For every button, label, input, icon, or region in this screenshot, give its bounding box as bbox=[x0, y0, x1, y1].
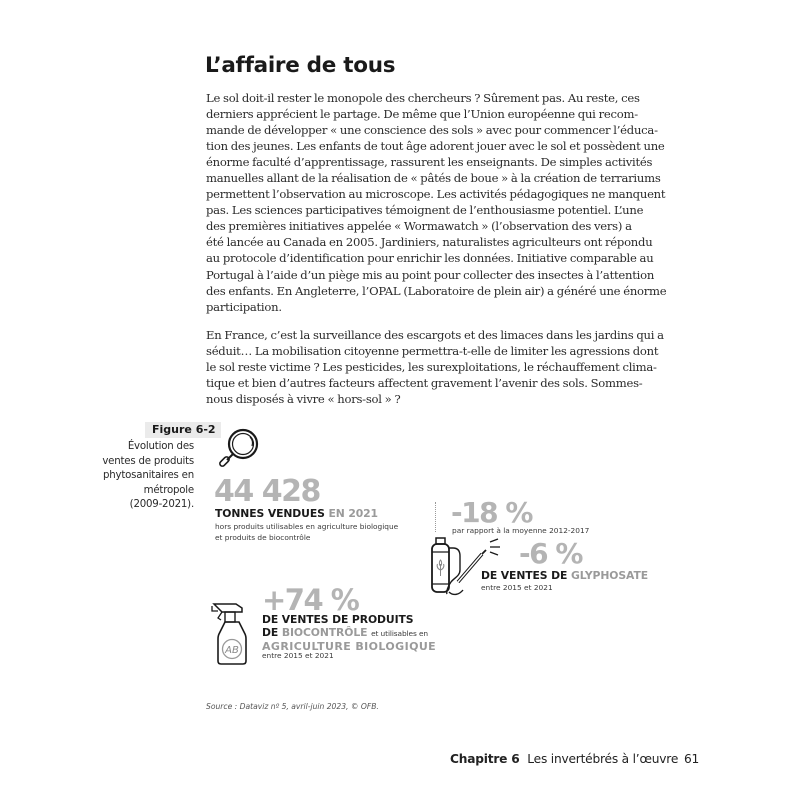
caption-line: Évolution des bbox=[127, 441, 194, 452]
heading-bold: DE VENTES DE bbox=[481, 569, 568, 582]
section-title: L’affaire de tous bbox=[205, 53, 396, 78]
chapter-title: Les invertébrés à l’œuvre bbox=[527, 752, 679, 766]
heading-small: et utilisables en bbox=[371, 629, 429, 638]
text-line: été lancée au Canada en 2005. Jardiniers, naturalistes agriculteurs ont répondu bbox=[206, 235, 653, 250]
heading-line bbox=[262, 626, 436, 640]
text-line: nous disposés à vivre « hors-sol » ? bbox=[206, 392, 401, 407]
heading-highlight: BIOCONTRÔLE bbox=[281, 626, 368, 639]
page-number: 61 bbox=[684, 752, 700, 766]
text-line: permettent l’observation au microscope. Les activités pédagogiques ne manquent bbox=[206, 187, 666, 202]
chapter-label: Chapitre 6 bbox=[450, 752, 520, 766]
note-line: hors produits utilisables en agriculture biologique bbox=[215, 522, 399, 531]
text-line: tique et bien d’autres facteurs affectent gravement l’avenir des sols. Sommes- bbox=[206, 376, 643, 391]
stat-tonnes-note bbox=[215, 522, 398, 543]
text-line: énorme faculté d’apprentissage, rassurent les enseignants. De simples activités bbox=[206, 155, 653, 170]
caption-line: phytosanitaires en bbox=[103, 470, 194, 482]
stat-tonnes-heading bbox=[215, 507, 378, 520]
stat-tonnes-value: 44 428 bbox=[214, 474, 320, 509]
heading-line: DE VENTES DE PRODUITS bbox=[262, 613, 414, 626]
heading-bold: DE bbox=[262, 626, 279, 639]
stat-change-value: -18 % bbox=[451, 496, 532, 529]
text-line: pas. Les sciences participatives témoignent de l’enthousiasme potentiel. L’une bbox=[206, 203, 644, 218]
stat-biocontrol-heading bbox=[262, 613, 436, 653]
heading-highlight: GLYPHOSATE bbox=[570, 569, 648, 582]
text-line: participation. bbox=[206, 299, 282, 314]
note-line: et produits de biocontrôle bbox=[215, 532, 311, 542]
text-line: mande de développer « une conscience des sols » avec pour commencer l’éduca- bbox=[206, 123, 658, 138]
heading-highlight-line: AGRICULTURE BIOLOGIQUE bbox=[262, 640, 437, 653]
stat-biocontrol-value: +74 % bbox=[262, 583, 359, 617]
spray-bottle-ab-icon bbox=[210, 600, 254, 665]
text-line: Portugal à l’aide d’un piège mis au point pour collecter des insectes à l’attention bbox=[206, 267, 655, 282]
heading-highlight: EN 2021 bbox=[328, 507, 378, 520]
stat-glyphosate-note: entre 2015 et 2021 bbox=[481, 583, 553, 592]
text-line: manuelles allant de la réalisation de « pâtés de boue » à la création de terrariums bbox=[206, 171, 661, 186]
caption-line: (2009-2021). bbox=[129, 499, 194, 511]
text-line: tion des jeunes. Les enfants de tout âge adorent jouer avec le sol et possèdent une bbox=[206, 139, 665, 154]
caption-line: ventes de produits bbox=[102, 455, 194, 467]
stat-biocontrol-note: entre 2015 et 2021 bbox=[262, 651, 334, 660]
text-line: En France, c’est la surveillance des escargots et des limaces dans les jardins qui a bbox=[206, 328, 664, 342]
heading-bold: TONNES VENDUES bbox=[215, 507, 325, 520]
text-line: Le sol doit-il rester le monopole des chercheurs ? Sûrement pas. Au reste, ces bbox=[206, 91, 640, 105]
stat-glyphosate-heading bbox=[481, 569, 648, 582]
page-footer bbox=[450, 752, 700, 766]
figure-label: Figure 6-2 bbox=[145, 422, 221, 438]
text-line: au protocole d’identification pour enrichir les données. Initiative comparable au bbox=[206, 251, 654, 266]
text-line: des enfants. En Angleterre, l’OPAL (Laboratoire de plein air) a généré une énorme bbox=[206, 283, 667, 298]
text-line: des premières initiatives appelée « Wormawatch » (l’observation des vers) a bbox=[206, 219, 632, 234]
stat-change-note: par rapport à la moyenne 2012-2017 bbox=[452, 526, 590, 535]
stat-glyphosate-value: -6 % bbox=[519, 537, 582, 570]
dotted-separator bbox=[435, 502, 436, 532]
magnifier-icon bbox=[215, 425, 263, 473]
paragraph-2 bbox=[206, 327, 664, 407]
caption-line: métropole bbox=[143, 484, 194, 496]
figure-caption bbox=[84, 440, 194, 513]
text-line: séduit… La mobilisation citoyenne permettra-t-elle de limiter les agressions dont bbox=[206, 344, 659, 359]
text-line: le sol reste victime ? Les pesticides, les surexploitations, le réchauffement clima- bbox=[206, 360, 657, 375]
text-line: derniers apprécient le partage. De même que l’Union européenne qui recom- bbox=[206, 107, 638, 122]
svg-text:AB: AB bbox=[225, 645, 239, 656]
paragraph-1 bbox=[206, 90, 667, 315]
figure-source: Source : Dataviz nº 5, avril-juin 2023, © OFB. bbox=[206, 702, 379, 711]
